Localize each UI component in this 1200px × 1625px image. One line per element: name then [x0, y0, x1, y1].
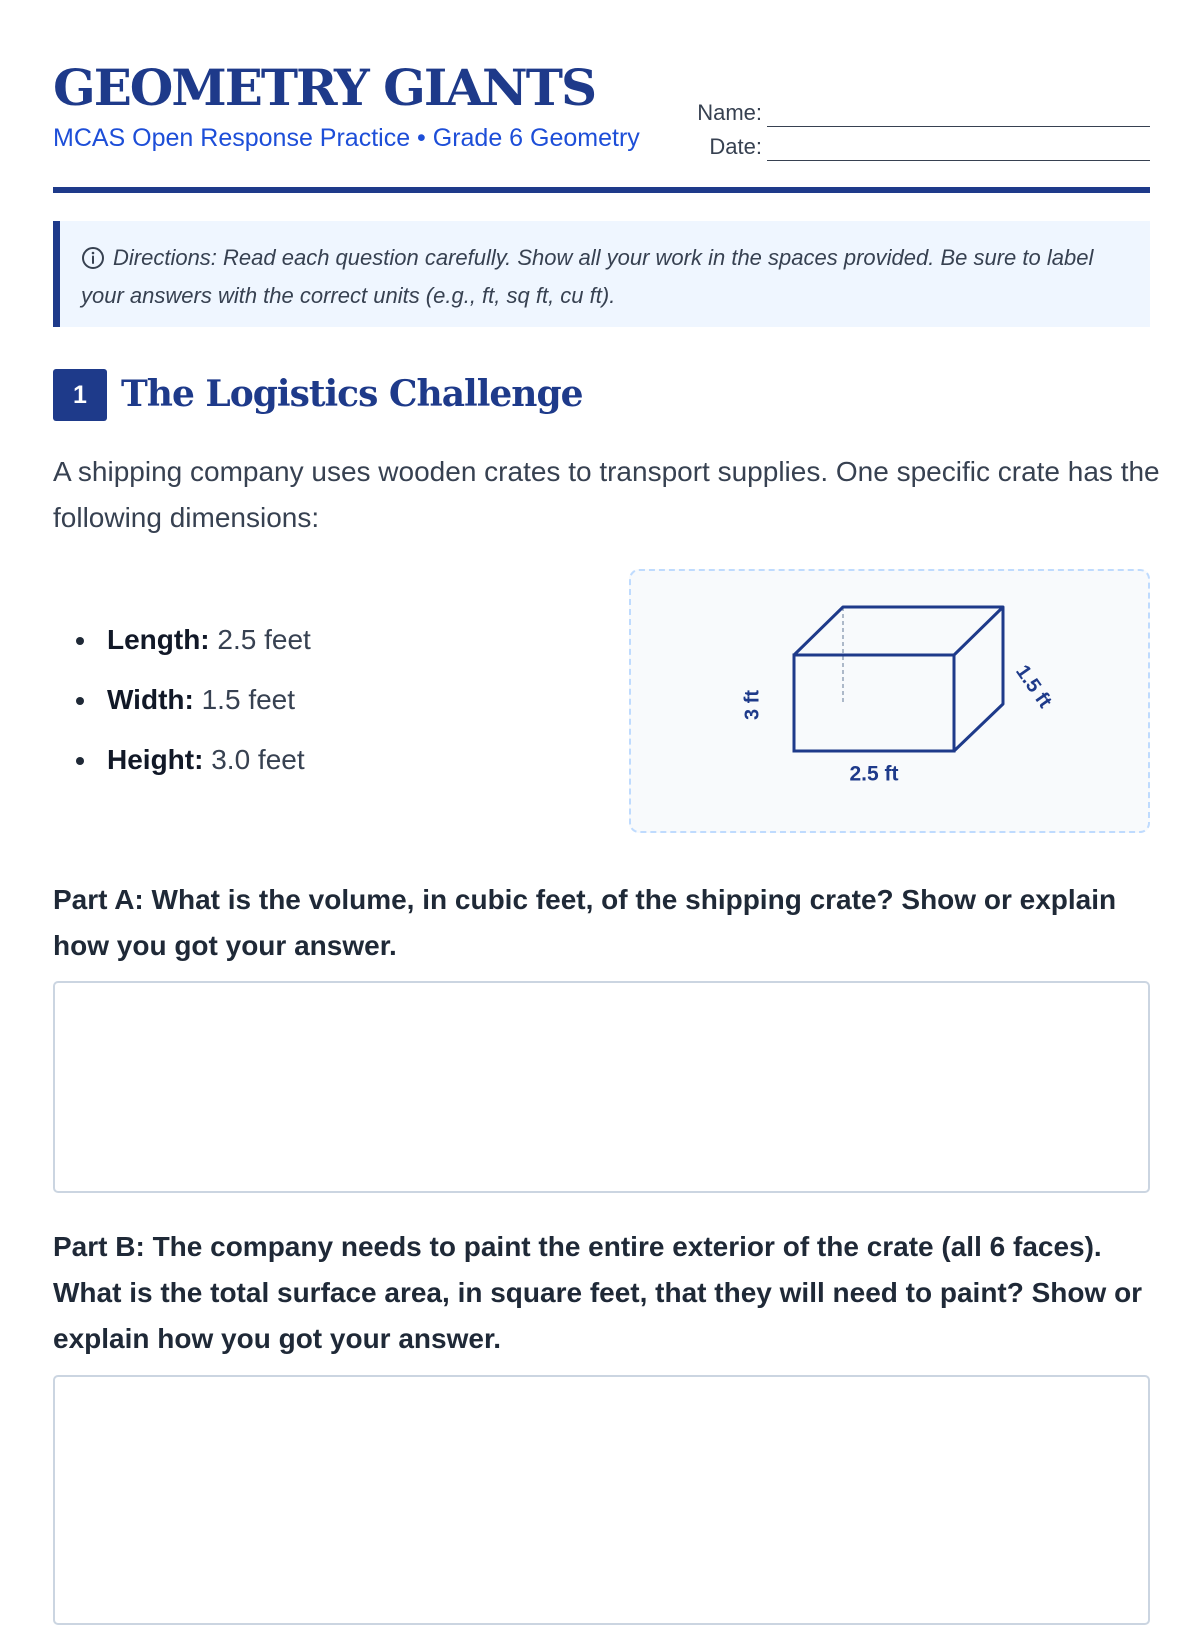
height-label: 3 ft	[741, 690, 764, 720]
name-label: Name:	[697, 100, 762, 125]
part-a-answer-box[interactable]	[53, 981, 1150, 1193]
dimension-label: Height:	[107, 744, 204, 775]
dimension-value: 2.5 feet	[217, 624, 311, 655]
worksheet-subtitle: MCAS Open Response Practice • Grade 6 Geometry	[53, 124, 640, 152]
directions-text: Directions: Read each question carefully. Show all your work in the spaces provided. Be sure to label your answers with the correct units (e.g., ft, sq ft, cu ft).	[81, 245, 1094, 308]
question-title: The Logistics Challenge	[121, 373, 583, 415]
part-a-prompt: Part A: What is the volume, in cubic feet, of the shipping crate? Show or explain how you got your answer.	[53, 884, 1117, 961]
list-item	[76, 680, 311, 740]
header-divider	[53, 187, 1150, 193]
name-field[interactable]	[767, 100, 1150, 127]
worksheet-title: GEOMETRY GIANTS	[53, 58, 596, 117]
dimension-label: Width:	[107, 684, 194, 715]
date-field[interactable]	[767, 134, 1150, 161]
question-intro: A shipping company uses wooden crates to transport supplies. One specific crate has the following dimensions:	[53, 456, 1160, 533]
list-item	[76, 620, 311, 680]
length-label: 2.5 ft	[849, 762, 899, 786]
crate-front-face	[794, 655, 954, 751]
crate-figure	[631, 571, 1152, 835]
info-icon	[81, 246, 105, 279]
date-label: Date:	[709, 134, 762, 159]
student-info-fields	[690, 93, 1150, 161]
part-b-prompt: Part B: The company needs to paint the entire exterior of the crate (all 6 faces). What is the total surface area, in square feet, that they will need to paint? Show or explain how you got your answer.	[53, 1231, 1143, 1354]
depth-label: 1.5 ft	[1011, 661, 1056, 713]
name-field-row	[690, 93, 1150, 127]
question-number-badge: 1	[53, 369, 107, 421]
list-item	[76, 740, 311, 800]
part-b-answer-box[interactable]	[53, 1375, 1150, 1625]
dimensions-list	[76, 620, 311, 800]
dimension-value: 1.5 feet	[201, 684, 296, 715]
crate-top-face	[794, 607, 1003, 655]
crate-side-face	[954, 607, 1003, 751]
directions-callout	[53, 221, 1150, 327]
crate-diagram	[629, 569, 1150, 833]
dimension-value: 3.0 feet	[211, 744, 305, 775]
dimension-label: Length:	[107, 624, 210, 655]
date-field-row	[690, 127, 1150, 161]
